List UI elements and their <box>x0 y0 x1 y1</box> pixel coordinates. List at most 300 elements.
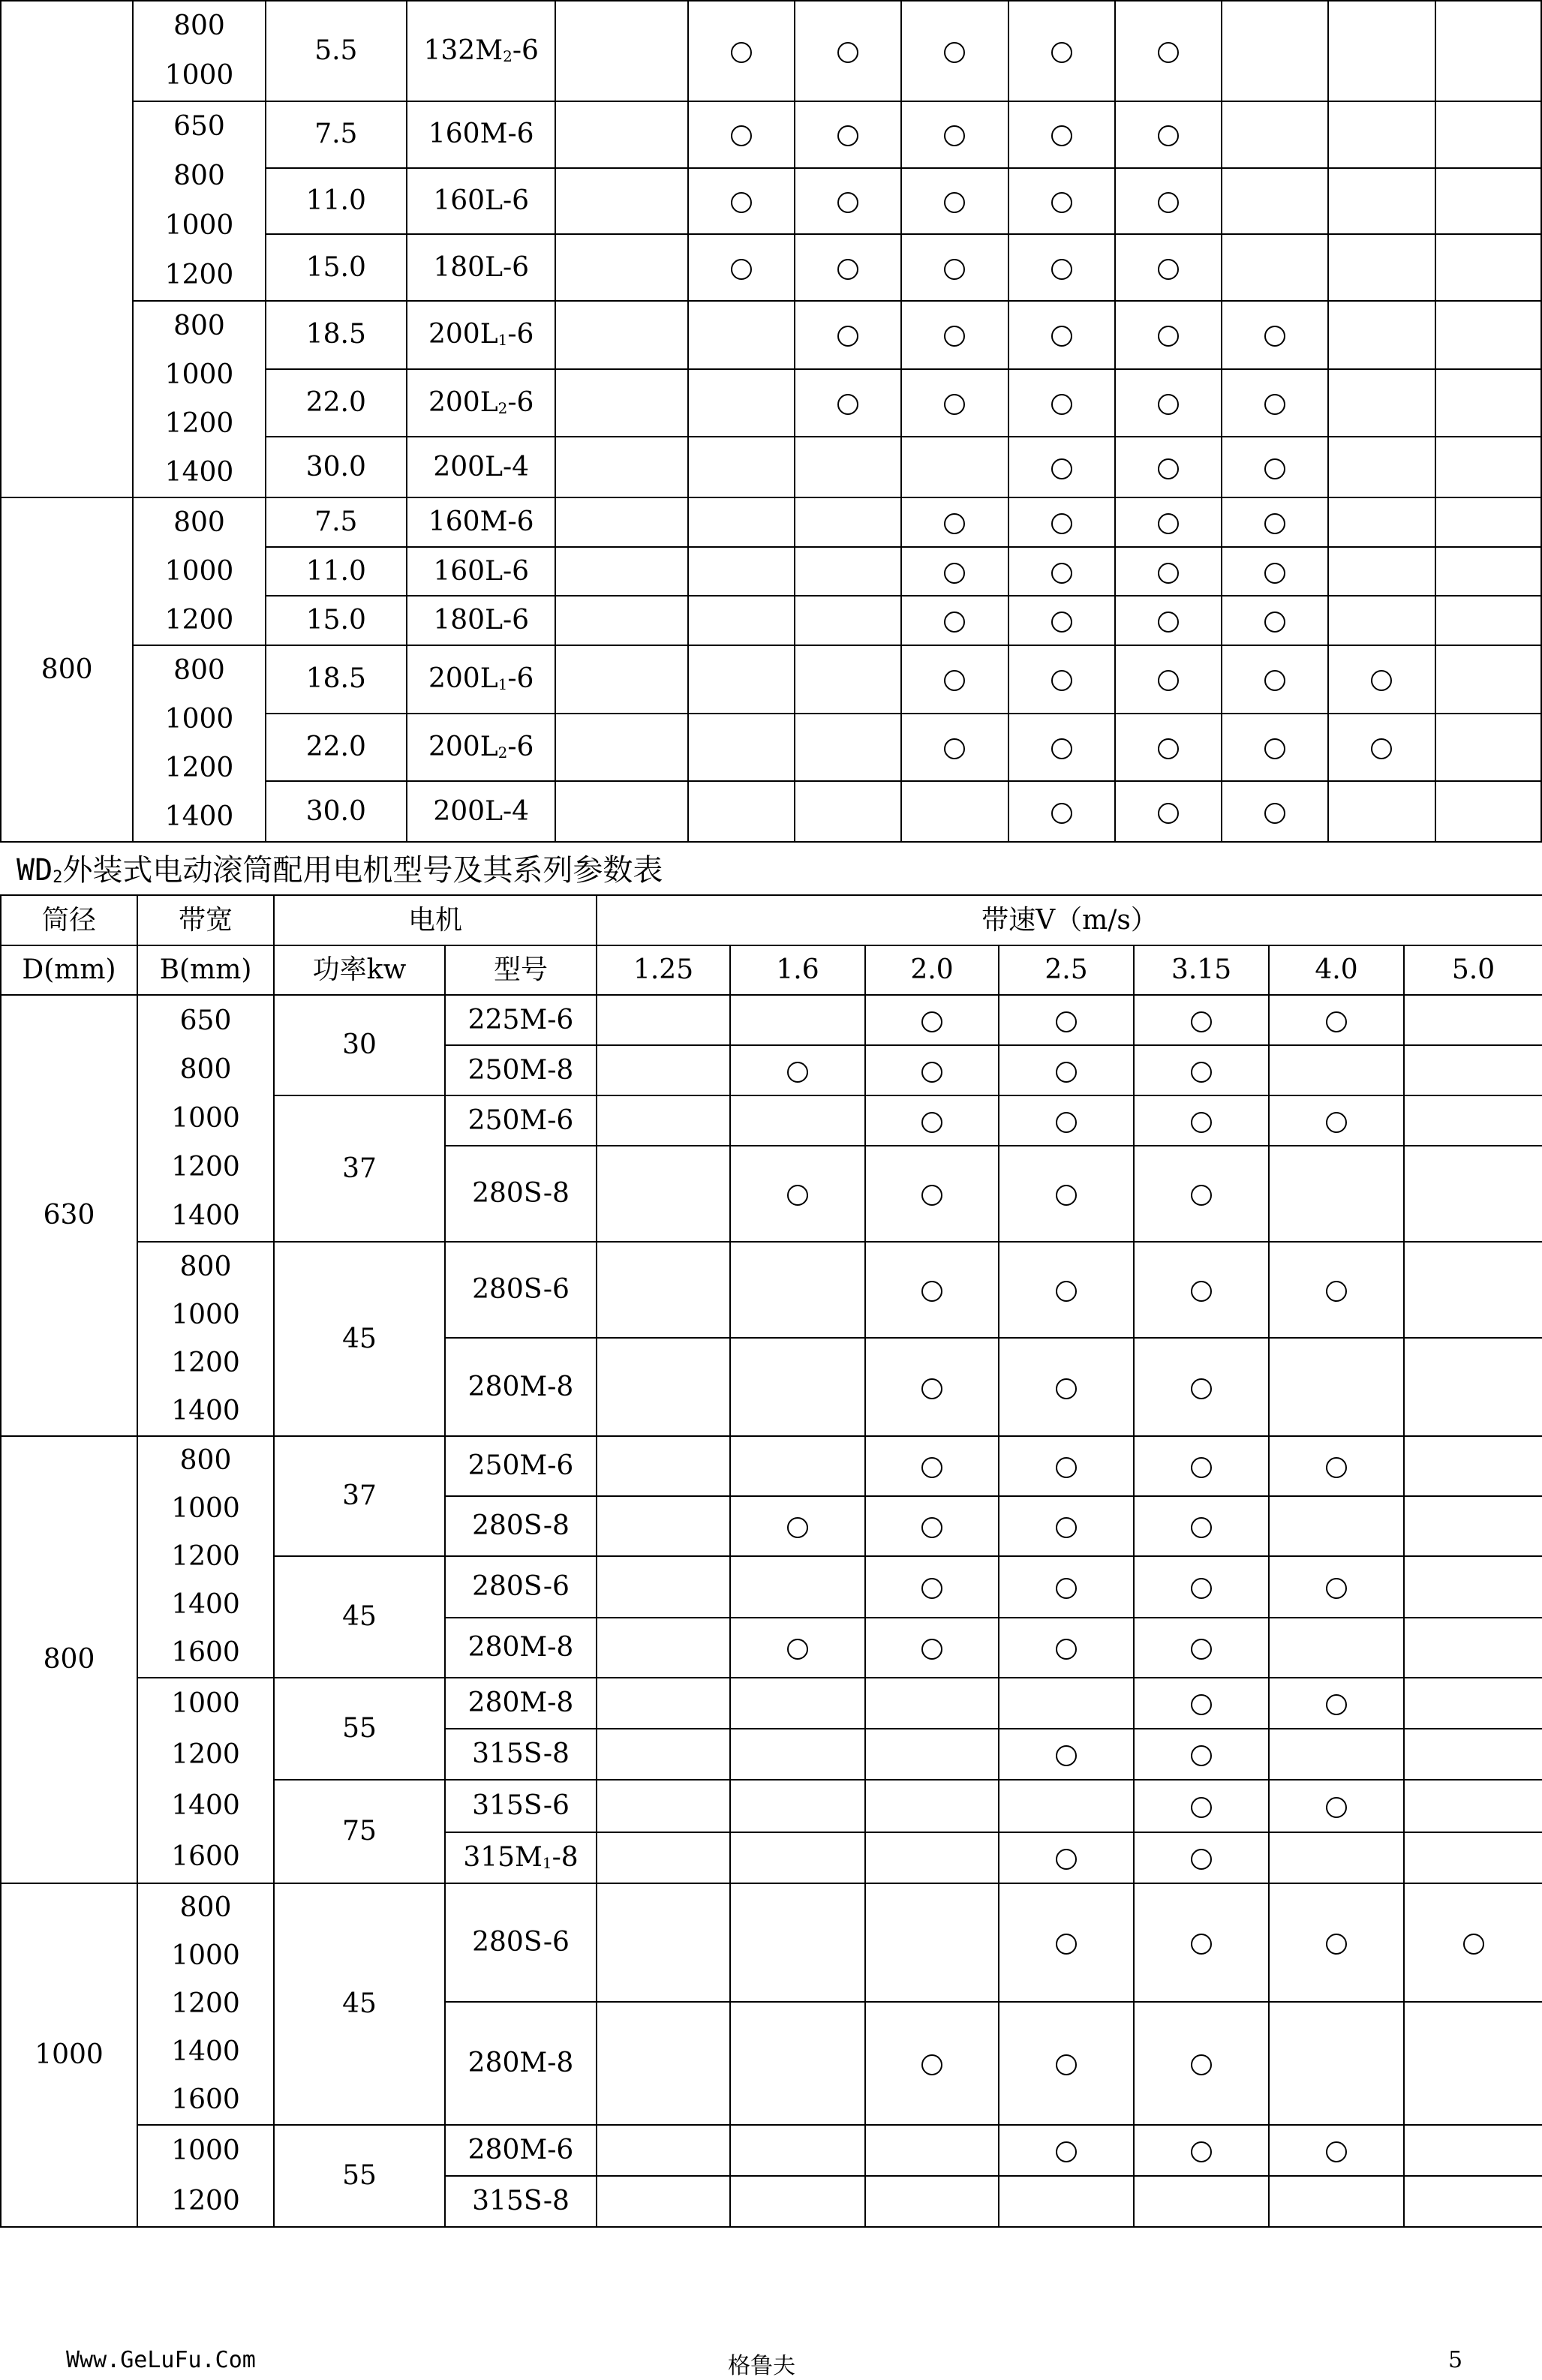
motor-power: 15.0 <box>266 596 407 645</box>
empty-cell <box>1435 781 1541 842</box>
availability-cell <box>999 1338 1134 1436</box>
availability-cell <box>901 596 1008 645</box>
model-text: 280S-8 <box>472 1178 570 1210</box>
empty-cell <box>1435 547 1541 597</box>
motor-power: 7.5 <box>266 101 407 168</box>
availability-cell <box>901 547 1008 597</box>
availability-cell <box>1115 168 1222 235</box>
availability-cell <box>688 1 795 101</box>
empty-cell <box>1328 596 1435 645</box>
availability-cell <box>1008 101 1115 168</box>
table-caption: $WD_2$外装式电动滚筒配用电机型号及其系列参数表 <box>17 853 663 888</box>
empty-cell <box>1269 2002 1404 2125</box>
availability-cell <box>1115 1 1222 101</box>
belt-width-list <box>133 645 265 842</box>
belt-width-value: 800 <box>179 1251 232 1282</box>
empty-cell <box>555 645 687 714</box>
available-circle-icon <box>1056 2054 1077 2075</box>
motor-model <box>445 1146 597 1242</box>
belt-width-list <box>137 1678 274 1883</box>
empty-cell <box>1404 1146 1542 1242</box>
empty-cell <box>597 1556 730 1618</box>
availability-cell <box>1008 645 1115 714</box>
available-circle-icon <box>1051 326 1072 347</box>
motor-power: 22.0 <box>266 714 407 782</box>
available-circle-icon <box>1056 1745 1077 1766</box>
motor-model <box>445 1729 597 1780</box>
belt-width-value: 1200 <box>171 1152 240 1182</box>
availability-cell <box>1222 497 1328 547</box>
empty-cell <box>597 1338 730 1436</box>
belt-width-value: 1200 <box>164 753 234 783</box>
empty-cell <box>999 2176 1134 2227</box>
empty-cell <box>865 2125 999 2176</box>
motor-table-wd1-continued <box>0 0 1542 843</box>
belt-width-list <box>133 1 265 101</box>
model-suffix: -6 <box>507 732 534 763</box>
available-circle-icon <box>921 1517 942 1538</box>
motor-model <box>445 1618 597 1678</box>
motor-model <box>445 2176 597 2227</box>
availability-cell <box>1115 234 1222 301</box>
available-circle-icon <box>1191 1011 1212 1032</box>
available-circle-icon <box>1191 1849 1212 1870</box>
table-row <box>1 301 1541 369</box>
empty-cell <box>1269 1045 1404 1095</box>
availability-cell <box>1115 101 1222 168</box>
motor-power: 5.5 <box>266 1 407 101</box>
available-circle-icon <box>1056 1185 1077 1206</box>
empty-cell <box>901 781 1008 842</box>
available-circle-icon <box>944 670 965 691</box>
belt-width-value: 800 <box>173 655 225 686</box>
table-row <box>1 1242 1542 1338</box>
belt-width-value: 1000 <box>164 60 234 91</box>
empty-cell <box>1404 2125 1542 2176</box>
motor-power: 11.0 <box>266 168 407 235</box>
drum-diameter: 800 <box>1 497 133 842</box>
available-circle-icon <box>1056 1062 1077 1083</box>
motor-table-wd2 <box>0 894 1542 2228</box>
header-speed-value: 2.5 <box>999 945 1134 995</box>
empty-cell <box>865 1832 999 1883</box>
availability-cell <box>1115 437 1222 497</box>
empty-cell <box>1435 497 1541 547</box>
availability-cell <box>795 301 901 369</box>
empty-cell <box>555 596 687 645</box>
available-circle-icon <box>1264 394 1285 415</box>
motor-power: 37 <box>274 1436 445 1556</box>
availability-cell <box>999 1556 1134 1618</box>
available-circle-icon <box>731 192 752 213</box>
available-circle-icon <box>1051 394 1072 415</box>
table-row <box>1 101 1541 168</box>
empty-cell <box>1435 301 1541 369</box>
empty-cell <box>1269 1618 1404 1678</box>
empty-cell <box>1269 1338 1404 1436</box>
available-circle-icon <box>1158 192 1179 213</box>
belt-width-value: 1200 <box>171 2186 240 2216</box>
availability-cell <box>1269 1242 1404 1338</box>
availability-cell <box>1115 301 1222 369</box>
empty-cell <box>795 714 901 782</box>
available-circle-icon <box>1264 326 1285 347</box>
belt-width-value: 1200 <box>164 260 234 290</box>
empty-cell <box>730 995 865 1045</box>
empty-cell <box>1328 301 1435 369</box>
motor-power: 22.0 <box>266 369 407 437</box>
available-circle-icon <box>1191 1797 1212 1818</box>
available-circle-icon <box>944 563 965 584</box>
availability-cell <box>1008 714 1115 782</box>
empty-cell <box>1328 437 1435 497</box>
available-circle-icon <box>1191 1062 1212 1083</box>
header-speed: 带速V（m/s） <box>597 895 1542 945</box>
footer-website: Www.GeLuFu.Com <box>66 2347 256 2373</box>
empty-cell <box>1435 101 1541 168</box>
available-circle-icon <box>944 192 965 213</box>
belt-width-value: 1000 <box>171 1103 240 1134</box>
available-circle-icon <box>731 125 752 146</box>
motor-model <box>445 995 597 1045</box>
availability-cell <box>1008 497 1115 547</box>
empty-cell <box>555 369 687 437</box>
model-text: 132M <box>423 35 503 67</box>
empty-cell <box>555 781 687 842</box>
empty-cell <box>999 1780 1134 1832</box>
available-circle-icon <box>731 42 752 63</box>
belt-width-list <box>137 2125 274 2227</box>
available-circle-icon <box>1056 1281 1077 1302</box>
model-text: 280M-8 <box>467 1687 574 1719</box>
model-subscript: 2 <box>497 399 508 418</box>
footer-company: 格鲁夫 <box>728 2353 795 2379</box>
empty-cell <box>597 1618 730 1678</box>
motor-model <box>445 1338 597 1436</box>
availability-cell <box>1269 995 1404 1045</box>
empty-cell <box>865 1883 999 2002</box>
belt-width-value: 1400 <box>164 457 234 488</box>
empty-cell <box>730 1832 865 1883</box>
empty-cell <box>597 1095 730 1146</box>
belt-width-value: 1400 <box>171 1790 240 1821</box>
empty-cell <box>795 596 901 645</box>
availability-cell <box>1115 547 1222 597</box>
available-circle-icon <box>837 125 858 146</box>
belt-width-value: 1000 <box>164 556 234 587</box>
available-circle-icon <box>1326 1694 1347 1715</box>
motor-power: 11.0 <box>266 547 407 597</box>
motor-model <box>407 596 555 645</box>
availability-cell <box>865 1556 999 1618</box>
belt-width-value: 1000 <box>171 1688 240 1719</box>
empty-cell <box>901 437 1008 497</box>
header-width-unit: B(mm) <box>137 945 274 995</box>
belt-width-value: 1400 <box>171 2036 240 2067</box>
belt-width-value: 1400 <box>171 1589 240 1620</box>
table-row <box>1 995 1542 1045</box>
availability-cell <box>999 1436 1134 1496</box>
empty-cell <box>597 1780 730 1832</box>
empty-cell <box>999 1678 1134 1729</box>
belt-width-value: 800 <box>179 1445 232 1476</box>
model-text: 160M-6 <box>428 119 534 150</box>
motor-model <box>445 1883 597 2002</box>
available-circle-icon <box>1371 738 1392 759</box>
available-circle-icon <box>1051 738 1072 759</box>
model-suffix: -8 <box>552 1842 579 1874</box>
available-circle-icon <box>1264 738 1285 759</box>
model-text: 280S-8 <box>472 1510 570 1542</box>
availability-cell <box>1134 1242 1269 1338</box>
empty-cell <box>1404 1338 1542 1436</box>
empty-cell <box>597 2125 730 2176</box>
model-subscript: 1 <box>497 331 508 350</box>
motor-power: 18.5 <box>266 301 407 369</box>
empty-cell <box>1404 1436 1542 1496</box>
available-circle-icon <box>1264 513 1285 534</box>
available-circle-icon <box>1158 458 1179 479</box>
available-circle-icon <box>1051 563 1072 584</box>
model-text: 280M-8 <box>467 1371 574 1402</box>
available-circle-icon <box>1056 1378 1077 1399</box>
empty-cell <box>1435 437 1541 497</box>
header-speed-value: 3.15 <box>1134 945 1269 995</box>
available-circle-icon <box>1191 2054 1212 2075</box>
available-circle-icon <box>1264 670 1285 691</box>
availability-cell <box>1222 547 1328 597</box>
availability-cell <box>865 1045 999 1095</box>
empty-cell <box>865 1729 999 1780</box>
table-row <box>1 1883 1542 2002</box>
empty-cell <box>730 1678 865 1729</box>
empty-cell <box>1328 497 1435 547</box>
belt-width-value: 1200 <box>171 1541 240 1572</box>
model-text: 200L <box>428 319 498 350</box>
motor-model <box>407 234 555 301</box>
availability-cell <box>1222 437 1328 497</box>
model-suffix: -6 <box>507 387 534 419</box>
belt-width-value: 650 <box>179 1005 232 1036</box>
available-circle-icon <box>921 1062 942 1083</box>
belt-width-value: 800 <box>173 161 225 191</box>
motor-model <box>445 2002 597 2125</box>
empty-cell <box>555 714 687 782</box>
available-circle-icon <box>944 738 965 759</box>
available-circle-icon <box>1056 1112 1077 1133</box>
available-circle-icon <box>787 1062 808 1083</box>
header-row-1 <box>1 895 1542 945</box>
empty-cell <box>1435 168 1541 235</box>
availability-cell <box>999 1883 1134 2002</box>
availability-cell <box>1328 645 1435 714</box>
availability-cell <box>730 1618 865 1678</box>
available-circle-icon <box>837 192 858 213</box>
model-text: 280M-8 <box>467 1632 574 1663</box>
availability-cell <box>865 1338 999 1436</box>
availability-cell <box>1269 1678 1404 1729</box>
model-subscript: 1 <box>542 1854 552 1873</box>
belt-width-list <box>137 995 274 1242</box>
availability-cell <box>688 234 795 301</box>
available-circle-icon <box>1158 42 1179 63</box>
availability-cell <box>1222 645 1328 714</box>
empty-cell <box>1269 1496 1404 1556</box>
header-speed-value: 5.0 <box>1404 945 1542 995</box>
available-circle-icon <box>921 2054 942 2075</box>
empty-cell <box>865 1678 999 1729</box>
model-suffix: -6 <box>507 663 534 695</box>
header-power: 功率kw <box>274 945 445 995</box>
drum-diameter <box>1 1 133 497</box>
available-circle-icon <box>1326 1011 1347 1032</box>
available-circle-icon <box>1326 2141 1347 2162</box>
empty-cell <box>1328 234 1435 301</box>
empty-cell <box>555 547 687 597</box>
belt-width-value: 800 <box>179 1892 232 1923</box>
availability-cell <box>999 2125 1134 2176</box>
model-text: 160L-6 <box>433 555 530 587</box>
availability-cell <box>1115 497 1222 547</box>
model-text: 280S-6 <box>472 1274 570 1306</box>
availability-cell <box>901 369 1008 437</box>
empty-cell <box>555 301 687 369</box>
model-subscript: 1 <box>497 675 508 694</box>
available-circle-icon <box>787 1639 808 1660</box>
model-text: 280M-8 <box>467 2048 574 2079</box>
availability-cell <box>1134 1095 1269 1146</box>
availability-cell <box>1134 1045 1269 1095</box>
availability-cell <box>999 1729 1134 1780</box>
header-speed-value: 2.0 <box>865 945 999 995</box>
available-circle-icon <box>1056 2141 1077 2162</box>
empty-cell <box>688 645 795 714</box>
empty-cell <box>688 497 795 547</box>
available-circle-icon <box>944 513 965 534</box>
availability-cell <box>795 1 901 101</box>
empty-cell <box>555 101 687 168</box>
availability-cell <box>688 101 795 168</box>
availability-cell <box>865 1436 999 1496</box>
availability-cell <box>1008 596 1115 645</box>
availability-cell <box>1269 1883 1404 2002</box>
available-circle-icon <box>1056 1578 1077 1599</box>
header-row-2 <box>1 945 1542 995</box>
available-circle-icon <box>1264 803 1285 824</box>
belt-width-value: 800 <box>173 507 225 538</box>
belt-width-value: 1000 <box>171 1940 240 1971</box>
empty-cell <box>555 437 687 497</box>
model-subscript: 2 <box>497 744 508 762</box>
availability-cell <box>1134 1436 1269 1496</box>
motor-model <box>445 1678 597 1729</box>
availability-cell <box>1134 1883 1269 2002</box>
available-circle-icon <box>1158 612 1179 633</box>
motor-model <box>407 645 555 714</box>
availability-cell <box>795 168 901 235</box>
availability-cell <box>999 1146 1134 1242</box>
empty-cell <box>1269 2176 1404 2227</box>
empty-cell <box>865 1780 999 1832</box>
motor-model <box>407 497 555 547</box>
motor-model <box>445 1095 597 1146</box>
empty-cell <box>1404 2176 1542 2227</box>
available-circle-icon <box>944 42 965 63</box>
available-circle-icon <box>1264 612 1285 633</box>
empty-cell <box>1222 101 1328 168</box>
empty-cell <box>1435 645 1541 714</box>
motor-model <box>407 301 555 369</box>
available-circle-icon <box>837 394 858 415</box>
belt-width-value: 1400 <box>164 801 234 832</box>
available-circle-icon <box>1056 1934 1077 1955</box>
available-circle-icon <box>1191 1281 1212 1302</box>
available-circle-icon <box>1326 1578 1347 1599</box>
available-circle-icon <box>1191 1517 1212 1538</box>
motor-model <box>445 2125 597 2176</box>
motor-power: 45 <box>274 1556 445 1678</box>
motor-model <box>407 547 555 597</box>
empty-cell <box>1435 714 1541 782</box>
availability-cell <box>865 1496 999 1556</box>
availability-cell <box>1008 781 1115 842</box>
motor-power: 55 <box>274 2125 445 2227</box>
empty-cell <box>795 437 901 497</box>
header-diameter-unit: D(mm) <box>1 945 137 995</box>
available-circle-icon <box>1371 670 1392 691</box>
availability-cell <box>1134 1832 1269 1883</box>
empty-cell <box>597 2002 730 2125</box>
available-circle-icon <box>731 259 752 280</box>
motor-model <box>407 437 555 497</box>
available-circle-icon <box>1056 1639 1077 1660</box>
empty-cell <box>597 1678 730 1729</box>
belt-width-value: 1000 <box>171 1299 240 1330</box>
available-circle-icon <box>1056 1011 1077 1032</box>
available-circle-icon <box>1051 259 1072 280</box>
empty-cell <box>795 781 901 842</box>
motor-model <box>445 1832 597 1883</box>
empty-cell <box>688 781 795 842</box>
availability-cell <box>1134 995 1269 1045</box>
availability-cell <box>1269 1436 1404 1496</box>
empty-cell <box>555 1 687 101</box>
available-circle-icon <box>944 326 965 347</box>
available-circle-icon <box>1191 1578 1212 1599</box>
available-circle-icon <box>1191 1934 1212 1955</box>
table-row <box>1 1 1541 101</box>
model-text: 250M-6 <box>467 1104 574 1136</box>
model-text: 180L-6 <box>433 251 530 283</box>
available-circle-icon <box>1051 803 1072 824</box>
availability-cell <box>901 1 1008 101</box>
available-circle-icon <box>1158 259 1179 280</box>
empty-cell <box>1404 995 1542 1045</box>
empty-cell <box>730 2176 865 2227</box>
availability-cell <box>1115 645 1222 714</box>
available-circle-icon <box>944 125 965 146</box>
availability-cell <box>1269 1780 1404 1832</box>
belt-width-value: 1000 <box>164 704 234 735</box>
available-circle-icon <box>1326 1934 1347 1955</box>
model-text: 160M-6 <box>428 506 534 537</box>
empty-cell <box>1328 101 1435 168</box>
availability-cell <box>1269 2125 1404 2176</box>
header-speed-value: 4.0 <box>1269 945 1404 995</box>
available-circle-icon <box>837 259 858 280</box>
availability-cell <box>901 497 1008 547</box>
availability-cell <box>730 1045 865 1095</box>
